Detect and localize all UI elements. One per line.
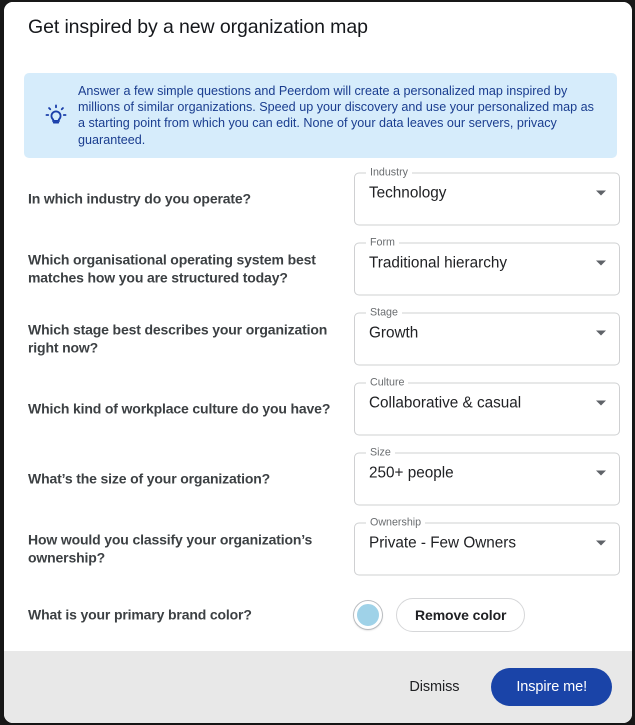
question-row	[4, 164, 632, 234]
field-value: Traditional hierarchy	[369, 254, 508, 272]
dialog-title: Get inspired by a new organization map	[28, 16, 368, 38]
info-banner	[24, 73, 617, 158]
field-value: Collaborative & casual	[369, 394, 522, 412]
field-value: Private - Few Owners	[369, 534, 517, 552]
field-notch	[366, 446, 395, 460]
field-label: Stage	[370, 306, 398, 319]
remove-color-button[interactable]: Remove color	[396, 598, 525, 632]
question-label: Which organisational operating system best matches how you are structured today?	[28, 251, 316, 285]
field-label: Industry	[370, 166, 409, 179]
brand-color-row	[4, 584, 632, 646]
field-notch	[366, 236, 399, 250]
select-industry[interactable]	[354, 166, 620, 226]
inspire-me-button[interactable]: Inspire me!	[491, 668, 612, 706]
chevron-down-icon[interactable]	[596, 401, 606, 406]
select-stage[interactable]	[354, 306, 620, 366]
dialog-footer	[4, 651, 632, 723]
select-ownership[interactable]	[354, 516, 620, 576]
question-row	[4, 304, 632, 374]
field-notch	[366, 516, 425, 530]
question-label: Which stage best describes your organization right now?	[28, 321, 328, 355]
chevron-down-icon[interactable]	[596, 261, 606, 266]
field-notch	[366, 166, 412, 180]
field-notch	[366, 376, 408, 390]
brand-color-controls	[354, 598, 525, 632]
field-notch	[366, 306, 402, 320]
dialog-body	[4, 2, 632, 651]
dismiss-button[interactable]: Dismiss	[395, 670, 473, 704]
field-label: Culture	[370, 376, 405, 389]
field-label: Ownership	[370, 516, 422, 529]
question-row	[4, 444, 632, 514]
question-row	[4, 234, 632, 304]
chevron-down-icon[interactable]	[596, 471, 606, 476]
info-banner-text: Answer a few simple questions and Peerdom will create a personalized map inspired by millions of similar organizations. Speed up your discovery and use your personalized map as a starting point from which you can edit. None of your data leaves our servers, privacy guaranteed.	[78, 84, 594, 147]
select-culture[interactable]	[354, 376, 620, 436]
question-label: How would you classify your organization’s ownership?	[28, 531, 313, 565]
lightbulb-icon	[34, 102, 78, 128]
question-label: In which industry do you operate?	[28, 190, 251, 207]
field-label: Form	[370, 236, 395, 249]
select-form[interactable]	[354, 236, 620, 296]
field-value: Growth	[369, 324, 419, 342]
questions-list	[4, 164, 632, 646]
question-row	[4, 514, 632, 584]
chevron-down-icon[interactable]	[596, 191, 606, 196]
question-label: What is your primary brand color?	[28, 606, 252, 623]
field-label: Size	[370, 446, 391, 459]
field-value: Technology	[369, 184, 447, 202]
field-value: 250+ people	[369, 464, 454, 482]
inspiration-dialog	[4, 2, 632, 723]
question-row	[4, 374, 632, 444]
select-size[interactable]	[354, 446, 620, 506]
question-label: What’s the size of your organization?	[28, 470, 271, 487]
chevron-down-icon[interactable]	[596, 331, 606, 336]
chevron-down-icon[interactable]	[596, 541, 606, 546]
question-label: Which kind of workplace culture do you have?	[28, 400, 331, 417]
color-swatch[interactable]	[354, 601, 382, 629]
